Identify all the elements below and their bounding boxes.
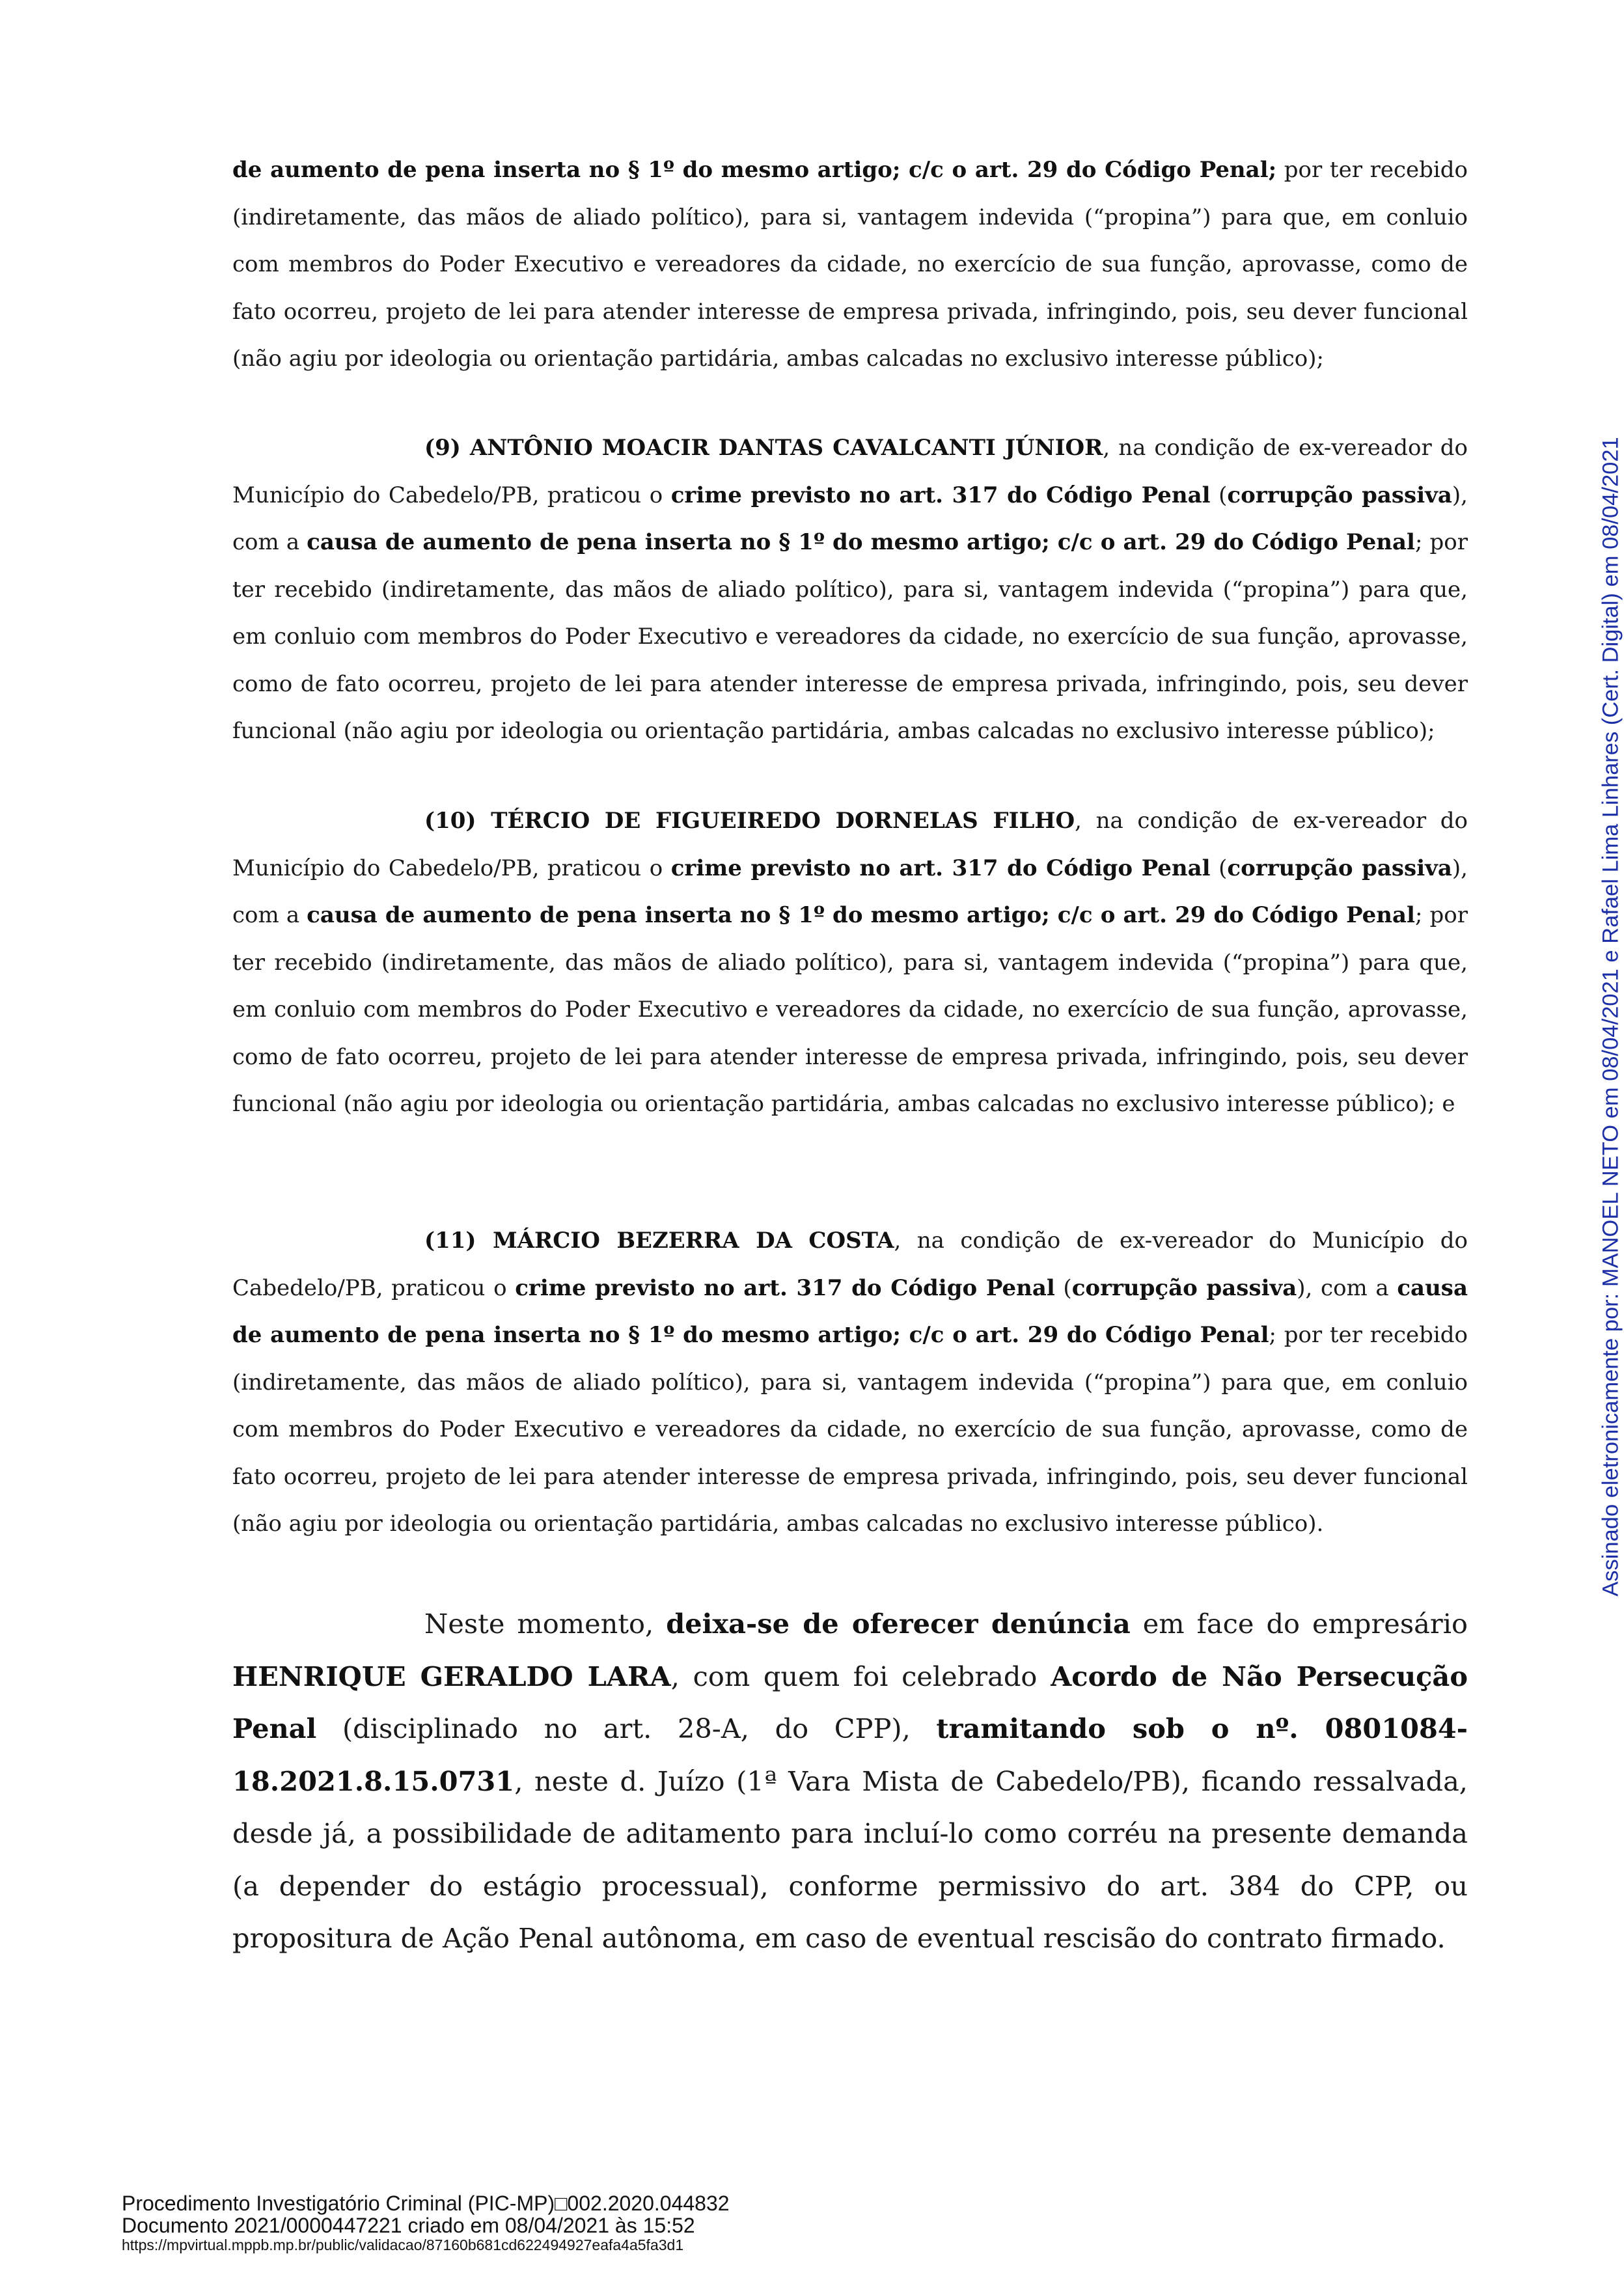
- text-run: , neste d. Juízo (1ª Vara Mista de Cabedelo/PB), ficando ressalvada, desde já, a possibilidade de aditamento para incluí-lo como corréu na presente demanda (a depender do estágio processual), conforme permissivo do art. 384 do CPP, ou propositura de Ação Penal autônoma, em caso de eventual rescisão do contrato firmado.: [232, 1765, 1468, 1954]
- bold-run: causa de aumento de pena inserta no § 1º do mesmo artigo; c/c o art. 29 do Código Penal: [232, 1274, 1468, 1348]
- text-run: ; por ter recebido (indiretamente, das mãos de aliado político), para si, vantagem indevida (“propina”) para que, em conluio com membros do Poder Executivo e vereadores da cidade, no exercício de sua função, aprovasse, como de fato ocorreu, projeto de lei para atender interesse de empresa privada, infringindo, pois, seu dever funcional (não agiu por ideologia ou orientação partidária, ambas calcadas no exclusivo interesse público).: [232, 1322, 1468, 1537]
- paragraph-12: [232, 1598, 1468, 1965]
- text-run: ), com a: [1297, 1274, 1397, 1301]
- text-run: ; por ter recebido (indiretamente, das mãos de aliado político), para si, vantagem indevida (“propina”) para que, em conluio com membros do Poder Executivo e vereadores da cidade, no exercício de sua função, aprovasse, como de fato ocorreu, projeto de lei para atender interesse de empresa privada, infringindo, pois, seu dever funcional (não agiu por ideologia ou orientação partidária, ambas calcadas no exclusivo interesse público);: [232, 529, 1468, 744]
- bold-run: corrupção passiva: [1227, 855, 1452, 881]
- text-run: (: [1054, 1274, 1072, 1301]
- defendant-name: (9) ANTÔNIO MOACIR DANTAS CAVALCANTI JÚNIOR: [424, 435, 1103, 461]
- footer-validation-link[interactable]: https://mpvirtual.mppb.mp.br/public/validacao/87160b681cd622494927eafa4a5fa3d1: [122, 2236, 684, 2253]
- paragraph-9: [232, 424, 1468, 755]
- footer-procedure: Procedimento Investigatório Criminal (PIC-MP)□002.2020.044832: [122, 2192, 730, 2215]
- text-run: Neste momento,: [424, 1608, 667, 1640]
- bold-run: crime previsto no art. 317 do Código Penal: [515, 1274, 1055, 1301]
- bold-run: causa de aumento de pena inserta no § 1º do mesmo artigo; c/c o art. 29 do Código Penal: [307, 902, 1415, 928]
- bold-run: corrupção passiva: [1227, 482, 1452, 508]
- paragraph-11: [232, 1217, 1468, 1548]
- text-run: , com quem foi celebrado: [670, 1660, 1051, 1692]
- bold-run: de aumento de pena inserta no § 1º do mesmo artigo; c/c o art. 29 do Código Penal;: [232, 157, 1277, 183]
- bold-run: corrupção passiva: [1071, 1274, 1297, 1301]
- defendant-name: (11) MÁRCIO BEZERRA DA COSTA: [424, 1228, 894, 1254]
- bold-run: causa de aumento de pena inserta no § 1º do mesmo artigo; c/c o art. 29 do Código Penal: [307, 529, 1415, 555]
- text-run: por ter recebido (indiretamente, das mãos de aliado político), para si, vantagem indevida (“propina”) para que, em conluio com membros do Poder Executivo e vereadores da cidade, no exercício de sua função, aprovasse, como de fato ocorreu, projeto de lei para atender interesse de empresa privada, infringindo, pois, seu dever funcional (não agiu por ideologia ou orientação partidária, ambas calcadas no exclusivo interesse público);: [232, 157, 1468, 372]
- text-run: ; por ter recebido (indiretamente, das mãos de aliado político), para si, vantagem indevida (“propina”) para que, em conluio com membros do Poder Executivo e vereadores da cidade, no exercício de sua função, aprovasse, como de fato ocorreu, projeto de lei para atender interesse de empresa privada, infringindo, pois, seu dever funcional (não agiu por ideologia ou orientação partidária, ambas calcadas no exclusivo interesse público); e: [232, 902, 1468, 1117]
- text-run: em face do empresário: [1130, 1608, 1468, 1640]
- text-run: ), com a: [232, 855, 1468, 928]
- signature-banner: Assinado eletronicamente por: MANOEL NETO em 08/04/2021 e Rafael Lima Linhares (Cert. Digital) em 08/04/2021: [1598, 437, 1623, 1597]
- text-run: , na condição de ex-vereador do Município do Cabedelo/PB, praticou o: [232, 808, 1468, 881]
- text-run: , na condição de ex-vereador do Município do Cabedelo/PB, praticou o: [232, 435, 1468, 508]
- defendant-name: (10) TÉRCIO DE FIGUEIREDO DORNELAS FILHO: [424, 808, 1075, 834]
- paragraph-8-continuation: [232, 146, 1468, 383]
- bold-run: deixa-se de oferecer denúncia: [666, 1608, 1131, 1640]
- footer-document: Documento 2021/0000447221 criado em 08/04/2021 às 15:52: [122, 2214, 695, 2237]
- bold-run: Acordo de Não Persecução Penal: [232, 1660, 1468, 1744]
- text-run: (disciplinado no art. 28-A, do CPP),: [316, 1713, 937, 1744]
- bold-run: crime previsto no art. 317 do Código Penal: [670, 482, 1211, 508]
- paragraph-10: [232, 797, 1468, 1128]
- text-run: ), com a: [232, 482, 1468, 555]
- document-footer: [122, 2192, 730, 2253]
- text-run: (: [1210, 855, 1228, 881]
- case-number: tramitando sob o nº. 0801084-18.2021.8.15.0731: [232, 1713, 1468, 1797]
- text-run: , na condição de ex-vereador do Município do Cabedelo/PB, praticou o: [232, 1228, 1468, 1301]
- bold-run: crime previsto no art. 317 do Código Penal: [670, 855, 1211, 881]
- person-name: HENRIQUE GERALDO LARA: [232, 1660, 671, 1692]
- text-run: (: [1210, 482, 1228, 508]
